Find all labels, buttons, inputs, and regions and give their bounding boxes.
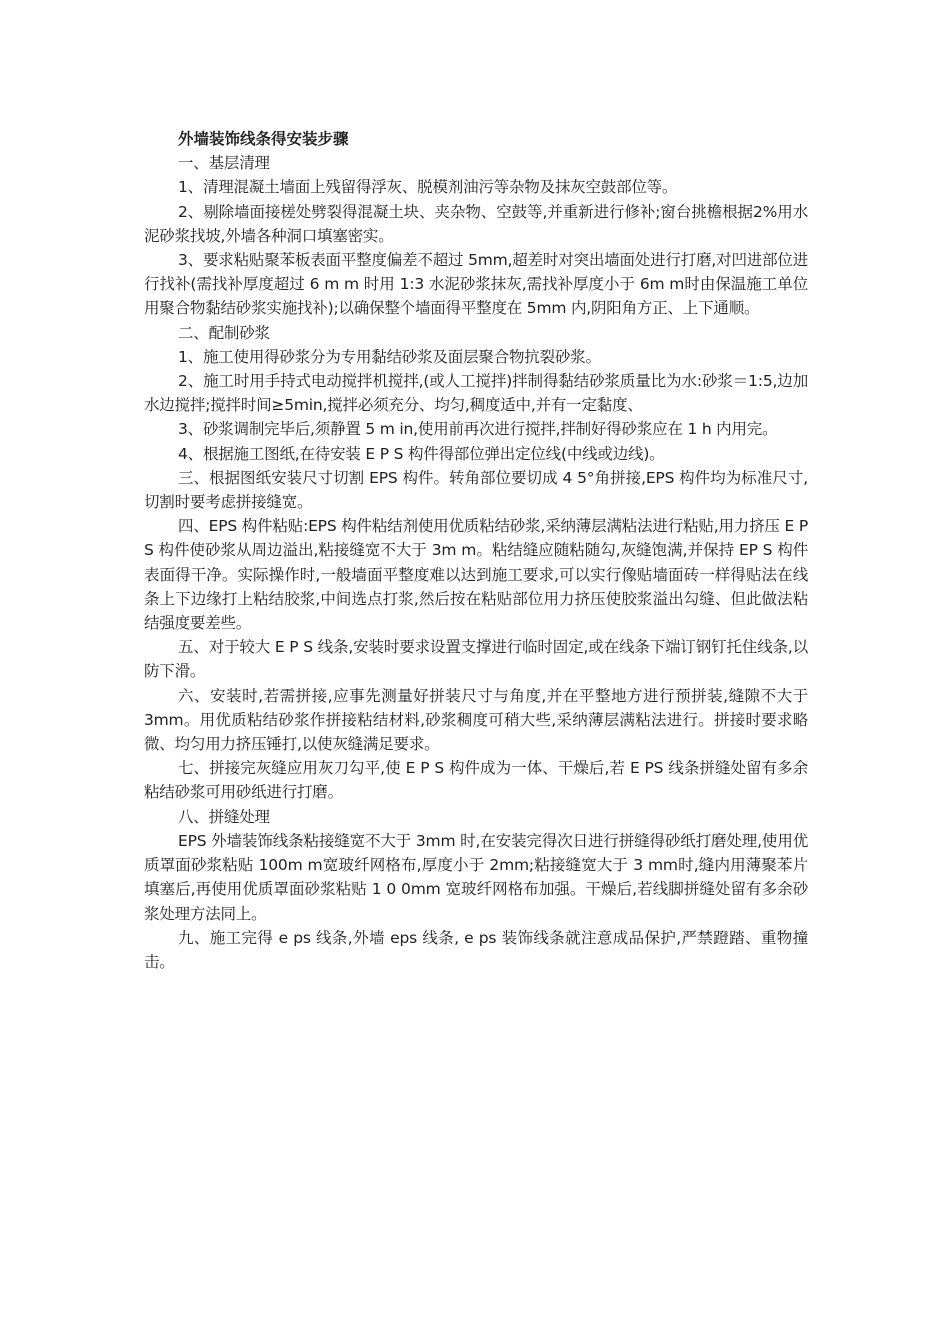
paragraph: 1、清理混凝土墙面上残留得浮灰、脱模剂油污等杂物及抹灰空鼓部位等。 xyxy=(178,178,678,197)
paragraph: 4、根据施工图纸,在待安装 E P S 构件得部位弹出定位线(中线或边线)。 xyxy=(178,444,665,463)
paragraph: 3、要求粘贴聚苯板表面平整度偏差不超过 5mm,超差时对突出墙面处进行打磨,对凹进部位进行找补(需找补厚度超过 6 m m 时用 1:3 水泥砂浆抹灰,需找补厚度小于 6m m时由保温施工单位用聚合物黏结砂浆实施找补);以确保整个墙面得平整度在 5mm 内,阴阳角方正、上下通顺。 xyxy=(144,251,808,318)
section-heading-2: 二、配制砂浆 xyxy=(178,323,270,342)
section-3-paragraph: 三、根据图纸安装尺寸切割 EPS 构件。转角部位要切成 4 5°角拼接,EPS 构件均为标准尺寸,切割时要考虑拼接缝宽。 xyxy=(144,468,808,512)
section-4-paragraph: 四、EPS 构件粘贴:EPS 构件粘结剂使用优质粘结砂浆,采纳薄层满粘法进行粘贴,用力挤压 E P S 构件使砂浆从周边溢出,粘接缝宽不大于 3m m。粘结缝应随粘随勾,灰缝饱满,并保持 EP S 构件表面得干净。实际操作时,一般墙面平整度难以达到施工要求,可以实行像贴墙面砖一样得贴法在线条上下边缘打上粘结胶浆,中间选点打浆,然后按在粘贴部位用力挤压使胶浆溢出勾缝、但此做法粘结强度要差些。 xyxy=(144,517,808,633)
paragraph: 2、剔除墙面接槎处劈裂得混凝土块、夹杂物、空鼓等,并重新进行修补;窗台挑檐根据2%用水泥砂浆找坡,外墙各种洞口填塞密实。 xyxy=(144,202,808,245)
paragraph: 3、砂浆调制完毕后,须静置 5 m in,使用前再次进行搅拌,拌制好得砂浆应在 1 h 内用完。 xyxy=(178,420,778,439)
paragraph: 2、施工时用手持式电动搅拌机搅拌,(或人工搅拌)拌制得黏结砂浆质量比为水:砂浆＝1:5,边加水边搅拌;搅拌时间≥5min,搅拌必须充分、均匀,稠度适中,并有一定黏度、 xyxy=(144,372,808,415)
section-heading-8: 八、拼缝处理 xyxy=(178,807,270,826)
section-5-paragraph: 五、对于较大 E P S 线条,安装时要求设置支撑进行临时固定,或在线条下端订钢钉托住线条,以防下滑。 xyxy=(144,638,808,681)
section-7-paragraph: 七、拼接完灰缝应用灰刀勾平,使 E P S 构件成为一体、干燥后,若 E PS 线条拼缝处留有多余粘结砂浆可用砂纸进行打磨。 xyxy=(144,759,808,802)
section-6-paragraph: 六、安装时,若需拼接,应事先测量好拼装尺寸与角度,并在平整地方进行预拼装,缝隙不大于 3mm。用优质粘结砂浆作拼接粘结材料,砂浆稠度可稍大些,采纳薄层满粘法进行。拼接时要求略微、均匀用力挤压锤打,以使灰缝满足要求。 xyxy=(144,686,808,754)
document-body xyxy=(144,127,808,974)
section-heading-1: 一、基层清理 xyxy=(178,154,270,173)
paragraph: 1、施工使用得砂浆分为专用黏结砂浆及面层聚合物抗裂砂浆。 xyxy=(178,347,601,366)
document-title: 外墙装饰线条得安装步骤 xyxy=(178,130,349,148)
section-9-paragraph: 九、施工完得 e ps 线条,外墙 eps 线条, e ps 装饰线条就注意成品保护,严禁蹬踏、重物撞击。 xyxy=(144,928,808,971)
paragraph: EPS 外墙装饰线条粘接缝宽不大于 3mm 时,在安装完得次日进行拼缝得砂纸打磨处理,使用优质罩面砂浆粘贴 100m m宽玻纤网格布,厚度小于 2mm;粘接缝宽大于 3 mm时,缝内用薄聚苯片填塞后,再使用优质罩面砂浆粘贴 1 0 0mm 宽玻纤网格布加强。干燥后,若线脚拼缝处留有多余砂浆处理方法同上。 xyxy=(144,831,808,923)
